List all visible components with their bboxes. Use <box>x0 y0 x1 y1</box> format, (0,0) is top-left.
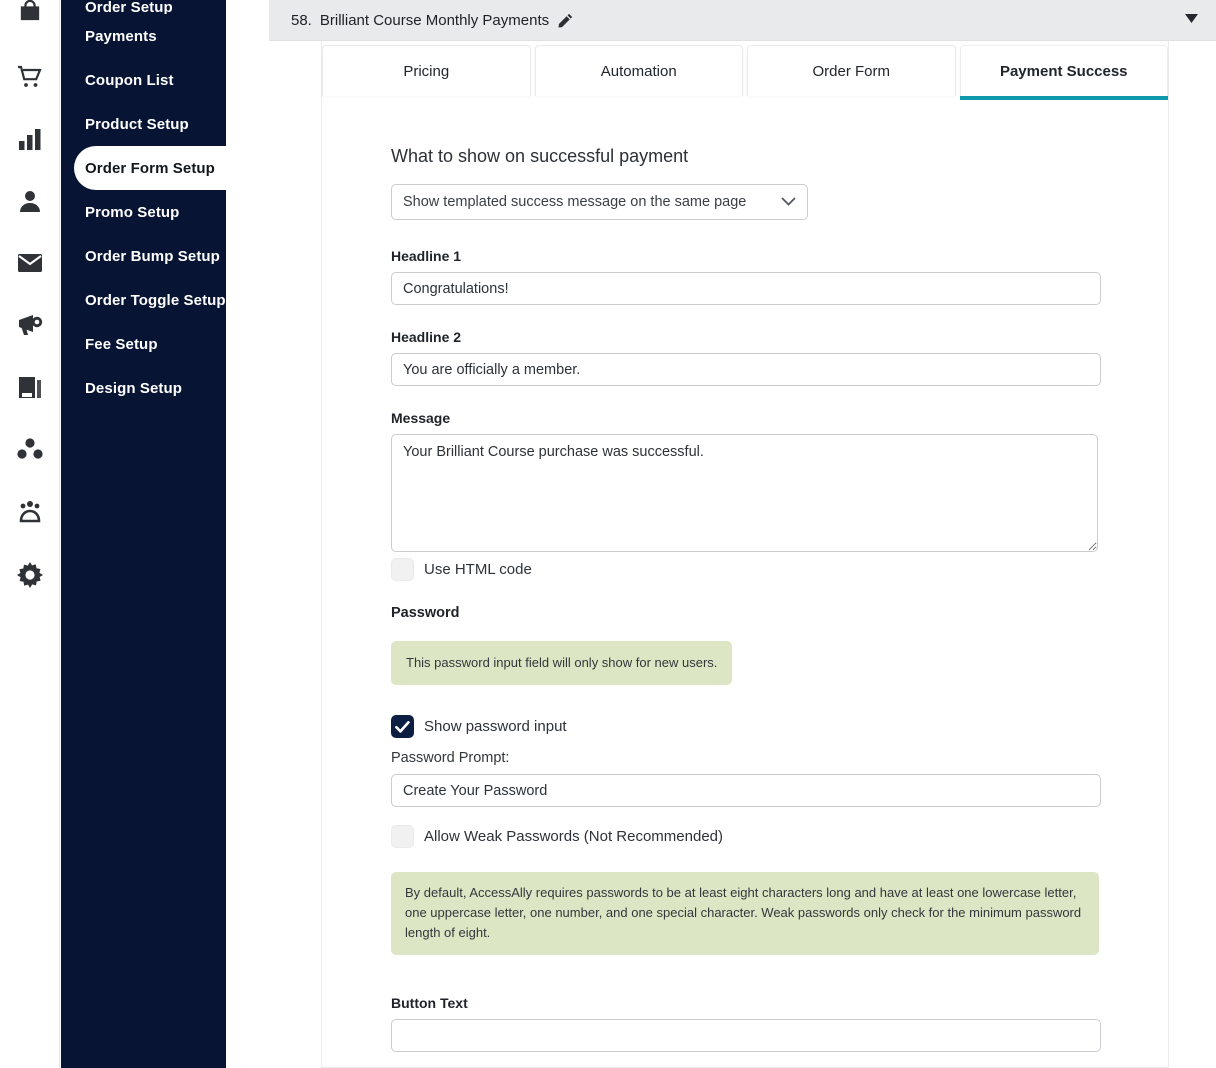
message-textarea[interactable] <box>391 434 1098 552</box>
form-section-title: What to show on successful payment <box>391 146 689 166</box>
shop-bag-icon[interactable] <box>0 0 60 34</box>
cart-icon[interactable] <box>0 50 60 104</box>
tab-label: Automation <box>600 62 677 80</box>
tab-pricing[interactable] <box>322 45 531 96</box>
tab-label: Order Form <box>812 62 890 80</box>
tab-payment-success[interactable] <box>960 45 1169 96</box>
headline2-label: Headline 2 <box>391 329 462 345</box>
sidebar-item-label: Order Bump Setup <box>85 247 220 265</box>
tab-bar <box>322 41 1168 96</box>
message-label: Message <box>391 410 451 426</box>
sidebar-item-design-setup[interactable] <box>61 366 226 410</box>
success-mode-select[interactable] <box>391 184 808 220</box>
icon-rail <box>0 0 60 1068</box>
sidebar-item-label: Fee Setup <box>85 335 158 353</box>
megaphone-icon[interactable] <box>0 298 60 352</box>
sidebar-item-label: Design Setup <box>85 379 183 397</box>
show-password-label: Show password input <box>424 718 567 736</box>
sidebar-item-label: Promo Setup <box>85 203 180 221</box>
allow-weak-checkbox-row[interactable] <box>391 825 1115 848</box>
success-mode-value: Show templated success message on the same page <box>391 184 808 220</box>
headline2-input[interactable] <box>391 353 1101 386</box>
tab-label: Payment Success <box>999 62 1128 80</box>
tab-order-form[interactable] <box>747 45 956 96</box>
show-password-checkbox-row[interactable] <box>391 715 1115 738</box>
sidebar-item-label: Coupon List <box>85 71 174 89</box>
community-icon[interactable] <box>0 484 60 538</box>
bar-chart-icon[interactable] <box>0 112 60 166</box>
product-titlebar[interactable] <box>269 0 1216 41</box>
tab-label: Pricing <box>403 62 450 80</box>
use-html-checkbox-row[interactable] <box>391 558 1115 581</box>
button-text-label: Button Text <box>391 994 468 1011</box>
gear-icon[interactable] <box>0 548 60 602</box>
page-title: Brilliant Course Monthly Payments <box>319 11 550 29</box>
dots-group-icon[interactable] <box>0 422 60 476</box>
tab-panel <box>321 41 1169 1068</box>
headline1-input[interactable] <box>391 272 1101 305</box>
caret-down-icon[interactable] <box>1185 14 1198 26</box>
user-icon[interactable] <box>0 174 60 228</box>
tab-automation[interactable] <box>535 45 744 96</box>
sidebar-item-payments[interactable] <box>61 14 226 58</box>
password-prompt-label: Password Prompt: <box>391 750 510 767</box>
main-content <box>269 0 1216 1068</box>
use-html-checkbox[interactable] <box>391 558 414 581</box>
headline1-label: Headline 1 <box>391 248 462 264</box>
sidebar-item-coupon-list[interactable] <box>61 58 226 102</box>
sidebar-item-label: Payments <box>85 27 157 45</box>
pencil-icon[interactable] <box>558 13 573 28</box>
password-notice: This password input field will only show for new users. <box>391 641 732 685</box>
sidebar-item-clipped[interactable] <box>61 0 226 14</box>
allow-weak-checkbox[interactable] <box>391 825 414 848</box>
sidebar-item-label: Order Toggle Setup <box>85 291 226 309</box>
password-policy-notice: By default, AccessAlly requires passwords to be at least eight characters long and have at least one lowercase letter, one uppercase letter, one number, and one special character. Weak passwords only check for the minimum password length of eight. <box>391 872 1099 954</box>
product-number: 58. <box>291 11 312 29</box>
button-text-input[interactable] <box>391 1019 1101 1052</box>
sidebar-item-order-toggle-setup[interactable] <box>61 278 226 322</box>
password-prompt-input[interactable] <box>391 774 1101 807</box>
sidebar-item-order-bump-setup[interactable] <box>61 234 226 278</box>
mail-icon[interactable] <box>0 236 60 290</box>
sidebar-item-product-setup[interactable] <box>61 102 226 146</box>
book-icon[interactable] <box>0 360 60 414</box>
show-password-checkbox[interactable] <box>391 715 414 738</box>
sidebar-item-label: Order Form Setup <box>85 159 215 177</box>
password-section-heading: Password <box>391 605 460 621</box>
sidebar-item-fee-setup[interactable] <box>61 322 226 366</box>
submenu-panel <box>61 0 226 1068</box>
payment-success-form <box>322 96 1168 1052</box>
sidebar-item-promo-setup[interactable] <box>61 190 226 234</box>
sidebar-item-label: Product Setup <box>85 115 189 133</box>
use-html-label: Use HTML code <box>424 561 532 578</box>
allow-weak-label: Allow Weak Passwords (Not Recommended) <box>424 828 723 846</box>
sidebar-item-label: Order Setup <box>85 0 173 14</box>
sidebar-item-order-form-setup[interactable] <box>74 146 226 190</box>
